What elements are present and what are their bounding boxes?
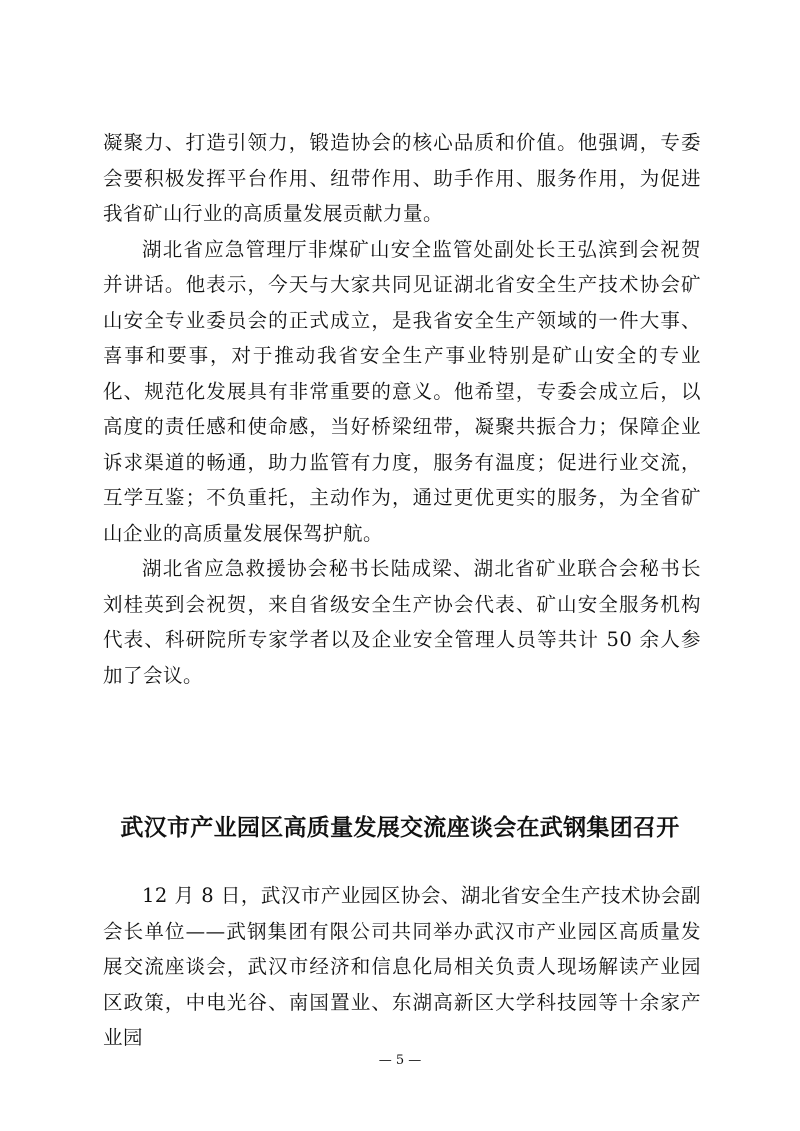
article-title: 武汉市产业园区高质量发展交流座谈会在武钢集团召开	[120, 814, 680, 841]
body-paragraph: 湖北省应急管理厅非煤矿山安全监管处副处长王弘滨到会祝贺并讲话。他表示，今天与大家共同见证湖北省安全生产技术协会矿山安全专业委员会的正式成立，是我省安全生产领域的一件大事、喜事和要事，对于推动我省安全生产事业特别是矿山安全的专业化、规范化发展具有非常重要的意义。他希望，专委会成立后，以高度的责任感和使命感，当好桥梁纽带，凝聚共振合力；保障企业诉求渠道的畅通，助力监管有力度，服务有温度；促进行业交流，互学互鉴；不负重托，主动作为，通过更优更实的服务，为全省矿山企业的高质量发展保驾护航。	[103, 237, 701, 545]
body-paragraph: 12 月 8 日，武汉市产业园区协会、湖北省安全生产技术协会副会长单位——武钢集团有限公司共同举办武汉市产业园区高质量发展交流座谈会，武汉市经济和信息化局相关负责人现场解读产业园区政策，中电光谷、南国置业、东湖高新区大学科技园等十余家产业园	[103, 884, 701, 1049]
article-continued-body	[103, 125, 701, 693]
body-paragraph: 湖北省应急救援协会秘书长陆成梁、湖北省矿业联合会秘书长刘桂英到会祝贺，来自省级安全生产协会代表、矿山安全服务机构代表、科研院所专家学者以及企业安全管理人员等共计 50 余人参加了会议。	[103, 557, 701, 687]
page-number: — 5 —	[378, 1053, 422, 1068]
body-paragraph: 凝聚力、打造引领力，锻造协会的核心品质和价值。他强调，专委会要积极发挥平台作用、纽带作用、助手作用、服务作用，为促进我省矿山行业的高质量发展贡献力量。	[103, 131, 701, 225]
article-body	[103, 878, 701, 1056]
